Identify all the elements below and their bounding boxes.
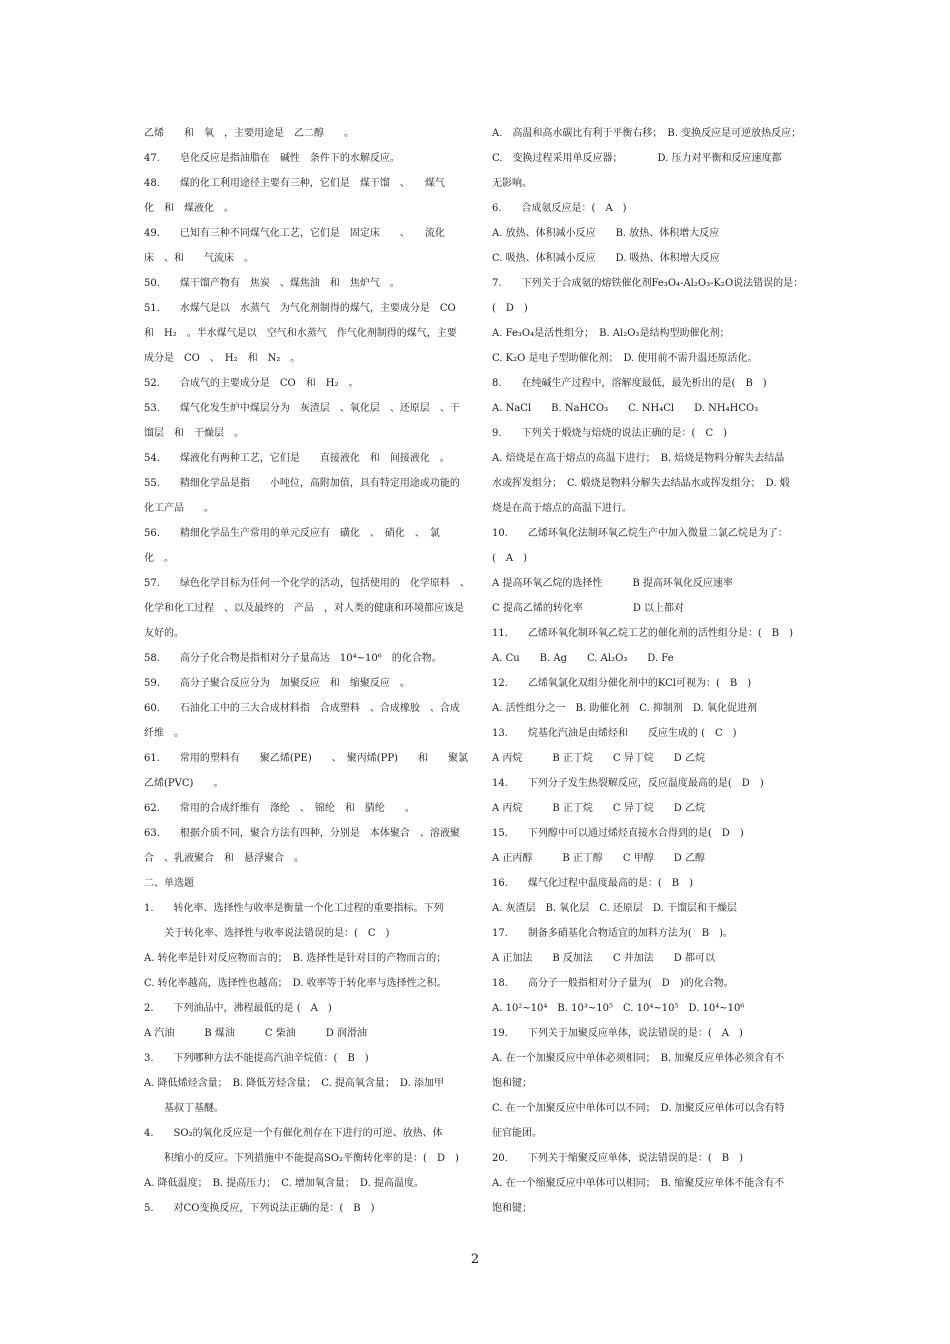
right-column [492,121,858,1221]
text-line: A. 降低烯烃含量； B. 降低芳烃含量； C. 提高氧含量； D. 添加甲 [144,1078,444,1089]
text-line: 友好的。 [144,628,184,639]
text-line: 水或挥发组分； C. 煅烧是物料分解失去结晶水或挥发组分； D. 煅 [492,478,790,489]
text-line: 合 、乳液聚合 和 悬浮聚合 。 [144,853,304,864]
text-line: 饱和键； [492,1078,532,1089]
text-line: 化 。 [144,553,174,564]
text-line: 无影响。 [492,178,532,189]
text-line: 6. 合成氨反应是：( A ) [492,203,627,214]
text-line: 1. 转化率、选择性与收率是衡量一个化工过程的重要指标。下列 [144,903,444,914]
text-line: 烧是在高于熔点的高温下进行。 [492,503,632,514]
text-line: 馏层 和 干燥层 。 [144,428,244,439]
text-line: ( D ) [492,303,528,314]
page-number: 2 [470,1252,480,1267]
text-line: 59. 高分子聚合反应分为 加聚反应 和 缩聚反应 。 [144,678,410,689]
text-line: 11. 乙烯环氧化制环氧乙烷工艺的催化剂的活性组分是：( B ) [492,628,794,639]
text-line: C 提高乙烯的转化率 D 以上都对 [492,603,685,614]
text-line: 60. 石油化工中的三大合成材料指 合成塑料 、合成橡胶 、合成 [144,703,460,714]
text-line: A 正丙醇 B 正丁醇 C 甲醇 D 乙醇 [492,853,705,864]
text-line: A 提高环氧乙烷的选择性 B 提高环氧化反应速率 [492,578,733,589]
text-line: A. 焙烧是在高于熔点的高温下进行； B. 焙烧是物料分解失去结晶 [492,453,785,464]
text-line: 14. 下列分子发生热裂解反应，反应温度最高的是( D ) [492,778,764,789]
text-line: 9. 下列关于煅烧与焙烧的说法正确的是：( C ) [492,428,727,439]
text-line: 51. 水煤气是以 水蒸气 为气化剂制得的煤气，主要成分是 CO [144,303,456,314]
text-line: 饱和键； [492,1203,532,1214]
text-line: A. 活性组分之一 B. 助催化剂 C. 抑制剂 D. 氧化促进剂 [492,703,757,714]
text-line: A 汽油 B 煤油 C 柴油 D 润滑油 [144,1028,367,1039]
text-line: 53. 煤气化发生炉中煤层分为 灰渣层 、氧化层 、还原层 、干 [144,403,460,414]
text-line: A. 在一个加聚反应中单体必须相同； B. 加聚反应单体必须含有不 [492,1053,785,1064]
left-column [144,121,510,1221]
text-line: A 丙烷 B 正丁烷 C 异丁烷 D 乙烷 [492,803,705,814]
text-line: 5. 对CO变换反应，下列说法正确的是：( B ) [144,1203,375,1214]
text-line: A. 降低温度； B. 提高压力； C. 增加氧含量； D. 提高温度。 [144,1178,424,1189]
text-line: 化学和化工过程 、以及最终的 产品 ，对人类的健康和环境都应该是 [144,603,464,614]
text-line: 10. 乙烯环氧化法制环氧乙烷生产中加入微量二氯乙烷是为了： [492,528,788,539]
text-line: 12. 乙烯氧氯化双组分催化剂中的KCl可视为：( B ) [492,678,752,689]
text-line: A. 放热、体积减小反应 B. 放热、体积增大反应 [492,228,720,239]
text-line: 47. 皂化反应是指油脂在 碱性 条件下的水解反应。 [144,153,400,164]
text-line: 关于转化率、选择性与收率说法错误的是：( C ) [144,928,390,939]
text-line: 纤维 。 [144,728,184,739]
text-line: 床 、和 气流床 。 [144,253,254,264]
text-line: 20. 下列关于缩聚反应单体，说法错误的是：( B ) [492,1153,744,1164]
text-line: 57. 绿色化学目标为任何一个化学的活动，包括使用的 化学原料 、 [144,578,470,589]
text-line: 54. 煤液化有两种工艺，它们是 直接液化 和 间接液化 。 [144,453,450,464]
text-line: A. 在一个缩聚反应中单体可以相同； B. 缩聚反应单体不能含有不 [492,1178,785,1189]
text-line: A. 转化率是针对反应物而言的； B. 选择性是针对目的产物而言的； [144,953,447,964]
text-line: 和 H₂ 。半水煤气是以 空气和水蒸气 作气化剂制得的煤气，主要 [144,328,457,339]
text-line: 18. 高分子一般指相对分子量为( D )的化合物。 [492,978,734,989]
text-line: 基叔丁基醚。 [144,1103,224,1114]
text-line: A. 10²~10⁴ B. 10³~10⁵ C. 10⁴~10⁵ D. 10⁴~10⁶ [492,1003,745,1014]
text-line: 50. 煤干馏产物有 焦炭 、煤焦油 和 焦炉气 。 [144,278,400,289]
text-line: 16. 煤气化过程中温度最高的是：( B ) [492,878,694,889]
text-line: 成分是 CO 、 H₂ 和 N₂ 。 [144,353,301,364]
text-line: ( A ) [492,553,528,564]
text-line: 化 和 煤液化 。 [144,203,234,214]
text-line: 13. 烷基化汽油是由烯烃和 反应生成的 ( C ) [492,728,737,739]
text-line: A 正加法 B 反加法 C 并加法 D 都可以 [492,953,715,964]
text-line: 7. 下列关于合成氨的熔铁催化剂Fe₃O₄-Al₂O₃-K₂O说法错误的是： [492,278,804,289]
text-line: A. Cu B. Ag C. Al₂O₃ D. Fe [492,653,674,664]
text-line: 8. 在纯碱生产过程中，溶解度最低，最先析出的是( B ) [492,378,767,389]
text-line: C. 变换过程采用单反应器； D. 压力对平衡和反应速度都 [492,153,782,164]
text-line: 52. 合成气的主要成分是 CO 和 H₂ 。 [144,378,359,389]
text-line: 15. 下列醇中可以通过烯烃直接水合得到的是( D ) [492,828,744,839]
text-line: A. 高温和高水碳比有利于平衡右移； B. 变换反应是可逆放热反应； [492,128,802,139]
text-line: 49. 已知有三种不同煤气化工艺，它们是 固定床 、 流化 [144,228,445,239]
text-line: 63. 根据介质不同，聚合方法有四种，分别是 本体聚合 、溶液聚 [144,828,460,839]
text-line: 征官能团。 [492,1128,542,1139]
text-line: A. NaCl B. NaHCO₃ C. NH₄Cl D. NH₄HCO₃ [492,403,759,414]
text-line: 乙烯(PVC) 。 [144,778,224,789]
text-line: A. 灰渣层 B. 氧化层 C. 还原层 D. 干馏层和干燥层 [492,903,737,914]
text-line: C. K₂O 是电子型助催化剂； D. 使用前不需升温还原活化。 [492,353,758,364]
text-line: 58. 高分子化合物是指相对分子量高达 10⁴~10⁶ 的化合物。 [144,653,442,664]
text-line: 55. 精细化学品是指 小吨位，高附加值，具有特定用途或功能的 [144,478,460,489]
text-line: 4. SO₂的氧化反应是一个有催化剂存在下进行的可逆、放热、体 [144,1128,443,1139]
text-line: 乙烯 和 氧 ，主要用途是 乙二醇 。 [144,128,354,139]
text-line: 56. 精细化学品生产常用的单元反应有 磺化 、 硝化 、 氯 [144,528,440,539]
text-line: C. 在一个加聚反应中单体可以不同； D. 加聚反应单体可以含有特 [492,1103,785,1114]
text-line: 17. 制备多硝基化合物适宜的加料方法为( B )。 [492,928,734,939]
text-line: 2. 下列油品中，沸程最低的是 ( A ) [144,1003,332,1014]
text-line: 积缩小的反应。下列措施中不能提高SO₂平衡转化率的是：( D ) [144,1153,459,1164]
text-line: 19. 下列关于加聚反应单体，说法错误的是：( A ) [492,1028,743,1039]
text-line: C. 转化率越高，选择性也越高； D. 收率等于转化率与选择性之积。 [144,978,447,989]
text-line: 62. 常用的合成纤维有 涤纶 、 锦纶 和 腈纶 。 [144,803,415,814]
text-line: A. Fe₃O₄是活性组分； B. Al₂O₃是结构型助催化剂； [492,328,730,339]
text-line: 化工产品 。 [144,503,214,514]
text-line: 二、单选题 [144,878,194,889]
text-line: 48. 煤的化工利用途径主要有三种，它们是 煤干馏 、 煤气 [144,178,445,189]
text-line: 3. 下列哪种方法不能提高汽油辛烷值：( B ) [144,1053,369,1064]
text-line: C. 吸热、体积减小反应 D. 吸热、体积增大反应 [492,253,720,264]
text-line: 61. 常用的塑料有 聚乙烯(PE) 、 聚丙烯(PP) 和 聚氯 [144,753,468,764]
text-line: A 丙烷 B 正丁烷 C 异丁烷 D 乙烷 [492,753,705,764]
